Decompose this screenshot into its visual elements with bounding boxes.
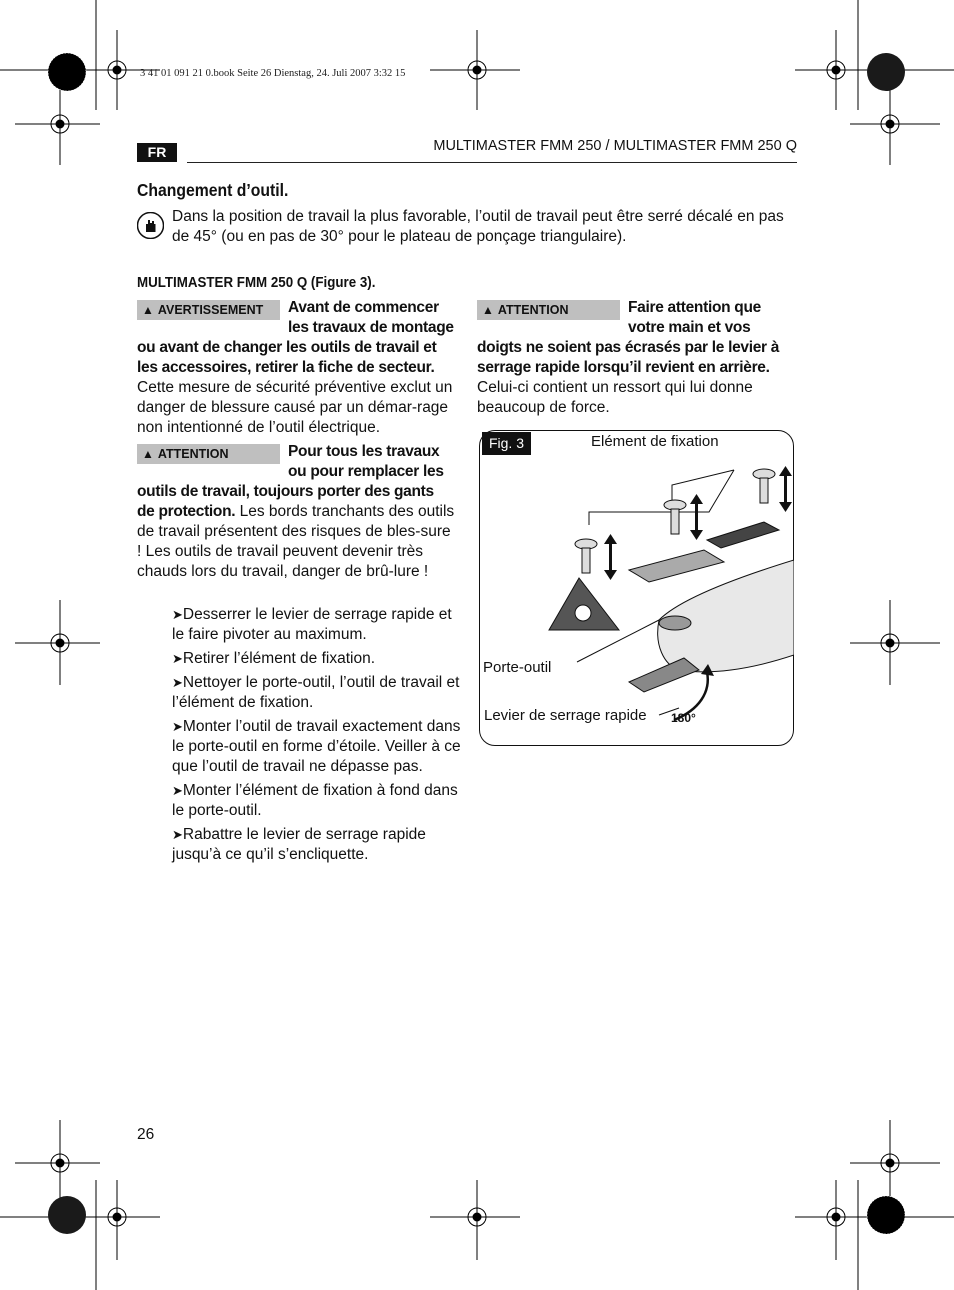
rotation-angle-label: 180° bbox=[671, 711, 696, 725]
list-item: ➤Desserrer le levier de serrage rapide et le faire pivoter au maximum. bbox=[172, 606, 452, 643]
warning-bold-text: Faire attention que votre main et vos doigts ne soient pas écrasés par le levier à serrage rapide lorsqu’il revient en arrière. bbox=[477, 299, 780, 376]
warning-block-attention-gloves bbox=[137, 442, 455, 582]
tool-holder-label: Porte-outil bbox=[483, 659, 552, 676]
language-badge: FR bbox=[137, 143, 177, 162]
model-subheading: MULTIMASTER FMM 250 Q (Figure 3). bbox=[137, 275, 376, 291]
list-item: ➤Rabattre le levier de serrage rapide jusqu’à ce qu’il s’encliquette. bbox=[172, 826, 426, 863]
tool-change-illustration bbox=[479, 430, 794, 746]
intro-paragraph: Dans la position de travail la plus favorable, l’outil de travail peut être serré décalé en pas de 45° (ou en pas de 30° pour le plateau de ponçage triangulaire). bbox=[172, 208, 784, 245]
running-title: MULTIMASTER FMM 250 / MULTIMASTER FMM 250 Q bbox=[433, 138, 797, 154]
quick-release-lever-label: Levier de serrage rapide bbox=[484, 707, 647, 724]
instruction-steps bbox=[172, 605, 462, 869]
warning-text: Celui-ci contient un ressort qui lui donne beaucoup de force. bbox=[477, 379, 753, 416]
fixation-element-label: Elément de fixation bbox=[591, 433, 719, 450]
section-heading: Changement d’outil. bbox=[137, 180, 289, 200]
header-rule bbox=[187, 162, 797, 163]
hand-tip-icon bbox=[137, 212, 164, 239]
warning-triangle-icon: ▲ bbox=[142, 303, 154, 317]
warning-block-attention-fingers bbox=[477, 298, 795, 418]
warning-bold-text: Avant de commencer les travaux de montage ou avant de changer les outils de travail et les accessoires, retirer la fiche de secteur. bbox=[137, 299, 454, 376]
list-item: ➤Retirer l’élément de fixation. bbox=[172, 650, 376, 667]
page-number: 26 bbox=[137, 1126, 155, 1143]
list-item: ➤Monter l’élément de fixation à fond dans le porte-outil. bbox=[172, 782, 458, 819]
warning-triangle-icon: ▲ bbox=[142, 447, 154, 461]
attention-badge: ▲ ATTENTION bbox=[137, 444, 280, 464]
figure-label: Fig. 3 bbox=[482, 432, 531, 455]
avertissement-badge: ▲ AVERTISSEMENT bbox=[137, 300, 280, 320]
list-item: ➤Nettoyer le porte-outil, l’outil de travail et l’élément de fixation. bbox=[172, 674, 460, 711]
warning-triangle-icon: ▲ bbox=[482, 303, 494, 317]
warning-bold-text: Pour tous les travaux ou pour remplacer les outils de travail, toujours porter des gants de protection. bbox=[137, 443, 444, 520]
list-item: ➤Monter l’outil de travail exactement dans le porte-outil en forme d’étoile. Veiller à ce que l’outil de travail ne dépasse pas. bbox=[172, 718, 461, 775]
warning-text: Les bords tranchants des outils de travail présentent des risques de bles-sure ! Les outils de travail peuvent devenir très chauds lors du travail, danger de brû-lure ! bbox=[137, 503, 455, 580]
warning-block-avertissement bbox=[137, 298, 455, 438]
attention-badge: ▲ ATTENTION bbox=[477, 300, 620, 320]
warning-text: Cette mesure de sécurité préventive exclut un danger de blessure causé par un démar-rage non intentionné de l’outil électrique. bbox=[137, 379, 453, 436]
book-file-header: 3 41 01 091 21 0.book Seite 26 Dienstag, 24. Juli 2007 3:32 15 bbox=[140, 68, 406, 79]
